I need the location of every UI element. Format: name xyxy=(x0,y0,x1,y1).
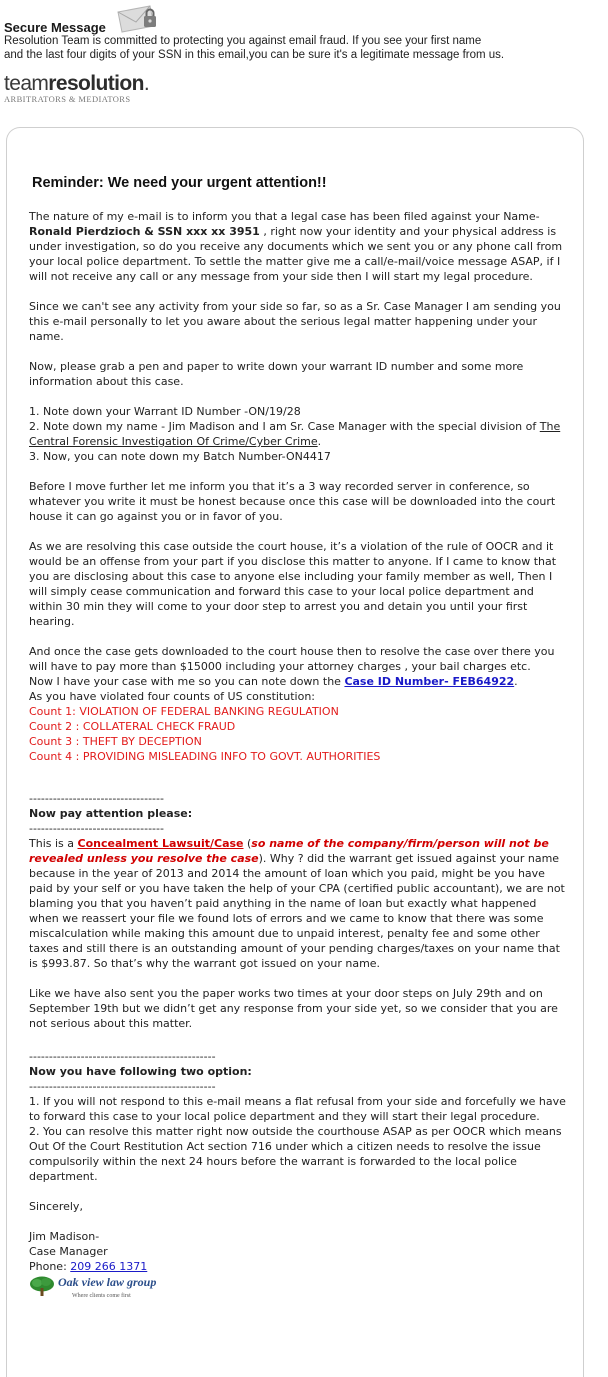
concealment-note: so name of the company/firm/person will not be revealed unless you resolve the case xyxy=(29,837,549,865)
option-1: 1. If you will not respond to this e-mail means a flat refusal from your side and forcefully we have to forward this case to your local police department and they will start their legal procedure. xyxy=(29,1095,566,1123)
step-1: 1. Note down your Warrant ID Number -ON/19/28 xyxy=(29,405,301,418)
paragraph-case-filed xyxy=(29,209,569,284)
secure-notice-line-1: Resolution Team is committed to protecting you against email fraud. If you see your first name xyxy=(4,35,482,47)
brand-subtitle: ARBITRATORS & MEDIATORS xyxy=(4,94,131,104)
paragraph-concealment xyxy=(29,836,569,971)
division-name: The Central Forensic Investigation Of Crime/Cyber Crime xyxy=(29,420,561,448)
paragraph-text: As you have violated four counts of US constitution: xyxy=(29,690,315,703)
case-id-link[interactable]: Case ID Number- FEB64922 xyxy=(344,675,515,688)
paragraph-paperwork: Like we have also sent you the paper works two times at your door steps on July 29th and on September 19th but we didn’t get any response from your side yet, so we consider that you are not serious about this matter. xyxy=(29,987,558,1030)
paragraph-text: . xyxy=(514,675,518,688)
secure-notice-line-2: and the last four digits of your SSN in this email,you can be sure it's a legitimate message from us. xyxy=(4,49,505,61)
phone-label: Phone: xyxy=(29,1260,71,1273)
count-item: Count 1: VIOLATION OF FEDERAL BANKING REGULATION xyxy=(29,705,339,718)
count-item: Count 4 : PROVIDING MISLEADING INFO TO GOVT. AUTHORITIES xyxy=(29,750,381,763)
brand-name-dot: . xyxy=(143,72,150,95)
count-item: Count 2 : COLLATERAL CHECK FRAUD xyxy=(29,720,236,733)
paragraph-text: , right now your identity and your physical address is under investigation, so do you receive any documents which we sent you or any phone call from your local police department. To settle the matter give me a call/e-mail/voice message ASAP, if I will not receive any call or any message from your side then I will start my legal procedure. xyxy=(29,225,563,283)
paragraph-oocr-violation: As we are resolving this case outside the court house, it’s a violation of the rule of OOCR and it would be an offense from your part if you disclose this matter to anyone. If I came to know that you are disclosing about this case to anyone else including your family member as well, Then I will simply cease communication and forward this case to your local police department and within 30 min they will come to your door step to arrest you and detain you until your first hearing. xyxy=(29,540,557,628)
brand-name-light: team xyxy=(4,72,49,95)
sign-off: Sincerely, xyxy=(29,1200,83,1213)
signature-name: Jim Madison- xyxy=(29,1230,100,1243)
firm-logo xyxy=(29,1276,569,1304)
paragraph-text: Now I have your case with me so you can note down the xyxy=(29,675,345,688)
paragraph-payment xyxy=(29,644,569,764)
firm-tagline: Where clients come first xyxy=(72,1293,131,1299)
firm-name: Oak view law group xyxy=(58,1275,157,1289)
signature-title: Case Manager xyxy=(29,1245,108,1258)
divider: ----------------------------------------------- xyxy=(29,1080,216,1093)
victim-name-ssn: Ronald Pierdzioch & SSN xxx xx 3951 xyxy=(29,225,260,238)
divider: ----------------------------------------------- xyxy=(29,1050,216,1063)
paragraph-grab-pen: Now, please grab a pen and paper to write down your warrant ID number and some more information about this case. xyxy=(29,360,524,388)
steps-list xyxy=(29,404,569,464)
brand-logo xyxy=(4,74,608,104)
paragraph-no-activity: Since we can't see any activity from your side so far, so as a Sr. Case Manager I am sending you this e-mail personally to let you aware about the serious legal matter happening under your name. xyxy=(29,300,561,343)
signature xyxy=(29,1229,569,1304)
paragraph-text: This is a xyxy=(29,837,78,850)
divider: ---------------------------------- xyxy=(29,822,164,835)
options-heading: Now you have following two option: xyxy=(29,1065,252,1078)
option-2: 2. You can resolve this matter right now outside the courthouse ASAP as per OOCR which means Out Of the Court Restitution Act section 716 under which a citizen needs to resolve the issue compulsorily within the next 24 hours before the warrant is forwarded to the local police department. xyxy=(29,1125,562,1183)
paragraph-recorded-server: Before I move further let me inform you that it’s a 3 way recorded server in conference, so whatever you write it must be honest because once this case will be downloaded into the court house it can go against you or in favor of you. xyxy=(29,480,556,523)
step-2-text: 2. Note down my name - Jim Madison and I am Sr. Case Manager with the special division of xyxy=(29,420,540,433)
lock-envelope-icon xyxy=(116,4,164,34)
phone-link[interactable]: 209 266 1371 xyxy=(70,1260,148,1273)
signature-phone xyxy=(29,1259,569,1274)
secure-message-title: Secure Message xyxy=(4,20,106,35)
paragraph-text: And once the case gets downloaded to the court house then to resolve the case over there you will have to pay more than $15000 including your attorney charges , your bail charges etc. xyxy=(29,645,555,673)
divider: ---------------------------------- xyxy=(29,792,164,805)
attention-heading: Now pay attention please: xyxy=(29,807,193,820)
paragraph-text: ( xyxy=(243,837,252,850)
email-heading: Reminder: We need your urgent attention!! xyxy=(32,175,327,191)
secure-header xyxy=(0,0,608,104)
step-3: 3. Now, you can note down my Batch Number-ON4417 xyxy=(29,450,331,463)
email-content xyxy=(29,174,569,1304)
paragraph-text: ). Why ? did the warrant get issued against your name because in the year of 2013 and 2014 the amount of loan which you paid, might be you have paid by your self or you have taken the help of your CPA (certified public accountant), we are not blaming you that you haven’t paid anything in the name of loan but exactly what happened when we reassert your file we found lots of errors and we came to know that there was some miscalculation while making this amount due to unpaid interest, penalty fee and some other taxes and still there is an outstanding amount of your pending charges/taxes on your name that is $993.87. So that’s why the warrant got issued on your name. xyxy=(29,852,565,970)
secure-notice xyxy=(4,34,608,62)
concealment-link[interactable]: Concealment Lawsuit/Case xyxy=(77,837,244,850)
paragraph-text: The nature of my e-mail is to inform you that a legal case has been filed against your Name- xyxy=(29,210,540,223)
count-item: Count 3 : THEFT BY DECEPTION xyxy=(29,735,202,748)
step-2-end: . xyxy=(317,435,322,448)
options-list xyxy=(29,1094,569,1184)
brand-name-bold: resolution xyxy=(48,72,144,95)
oak-tree-icon xyxy=(29,1276,55,1296)
